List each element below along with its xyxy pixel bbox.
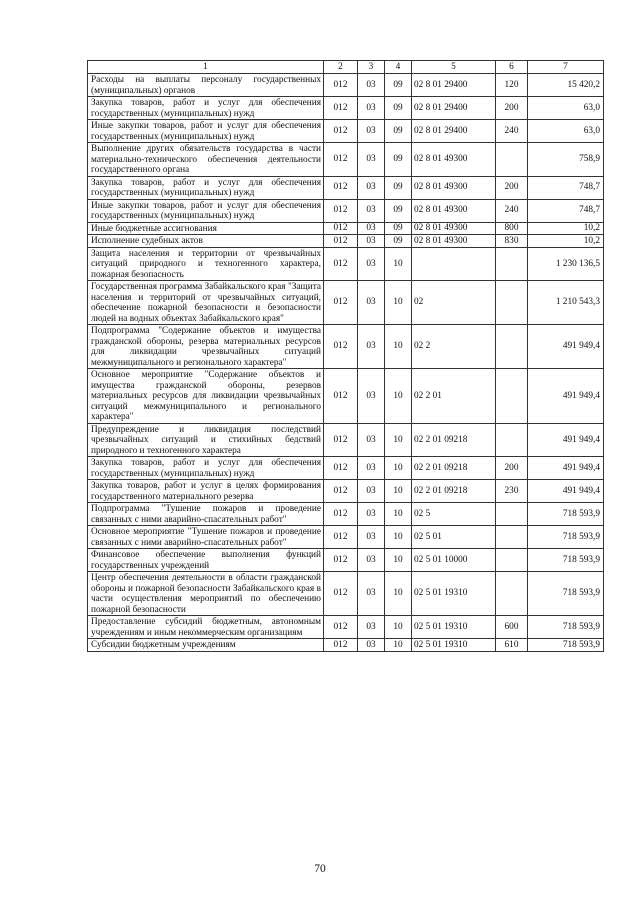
row-name-cell: Предупреждение и ликвидация последствий чрезвычайных ситуаций и стихийных бедствий природного и техногенного характера — [88, 423, 324, 457]
row-name-cell: Иные закупки товаров, работ и услуг для обеспечения государственных (муниципальных) нужд — [88, 120, 324, 143]
table-row — [88, 503, 604, 526]
subsection-cell: 10 — [385, 247, 412, 281]
code-cell: 012 — [324, 480, 358, 503]
code-cell: 012 — [324, 247, 358, 281]
row-name-cell: Основное мероприятие "Содержание объектов и имущества гражданской обороны, резервов материальных ресурсов для ликвидации чрезвычайных ситуаций межмуниципального и регионального характера" — [88, 369, 324, 424]
table-row — [88, 325, 604, 369]
row-name-cell: Центр обеспечения деятельности в области гражданской обороны и пожарной безопасности Забайкальского края в части осуществления мероприятий по обеспечению пожарной безопасности — [88, 572, 324, 616]
table-row — [88, 526, 604, 549]
subsection-cell: 09 — [385, 120, 412, 143]
section-cell: 03 — [358, 247, 385, 281]
code-cell: 012 — [324, 281, 358, 325]
section-cell: 03 — [358, 526, 385, 549]
code-cell: 012 — [324, 235, 358, 248]
amount-cell: 15 420,2 — [528, 74, 604, 97]
expense-type-cell — [496, 549, 528, 572]
code-cell: 012 — [324, 639, 358, 652]
target-article-cell: 02 8 01 29400 — [412, 97, 496, 120]
section-cell: 03 — [358, 503, 385, 526]
table-row — [88, 616, 604, 639]
amount-cell: 718 593,9 — [528, 503, 604, 526]
target-article-cell: 02 5 01 — [412, 526, 496, 549]
expense-type-cell — [496, 423, 528, 457]
row-name-cell: Подпрограмма "Содержание объектов и имущества гражданской обороны, резерва материальных ресурсов для ликвидации чрезвычайных ситуаций межмуниципального и регионального характера" — [88, 325, 324, 369]
section-cell: 03 — [358, 281, 385, 325]
expense-type-cell — [496, 325, 528, 369]
amount-cell: 10,2 — [528, 222, 604, 235]
row-name-cell: Выполнение других обязательств государства в части материально-технического обеспечения деятельности государственного органа — [88, 143, 324, 177]
subsection-cell: 10 — [385, 457, 412, 480]
header-cell: 1 — [88, 61, 324, 74]
target-article-cell: 02 8 01 49300 — [412, 176, 496, 199]
section-cell: 03 — [358, 74, 385, 97]
amount-cell: 63,0 — [528, 120, 604, 143]
subsection-cell: 09 — [385, 74, 412, 97]
row-name-cell: Государственная программа Забайкальского края "Защита населения и территорий от чрезвычайных ситуаций, обеспечение пожарной безопасности и безопасности людей на водных объектах Забайкальского края" — [88, 281, 324, 325]
amount-cell: 718 593,9 — [528, 639, 604, 652]
amount-cell: 491 949,4 — [528, 480, 604, 503]
code-cell: 012 — [324, 503, 358, 526]
code-cell: 012 — [324, 325, 358, 369]
row-name-cell: Субсидии бюджетным учреждениям — [88, 639, 324, 652]
header-cell: 7 — [528, 61, 604, 74]
target-article-cell: 02 8 01 49300 — [412, 199, 496, 222]
subsection-cell: 09 — [385, 199, 412, 222]
target-article-cell: 02 2 01 09218 — [412, 480, 496, 503]
target-article-cell: 02 5 — [412, 503, 496, 526]
section-cell: 03 — [358, 639, 385, 652]
expense-type-cell: 600 — [496, 616, 528, 639]
target-article-cell: 02 5 01 10000 — [412, 549, 496, 572]
row-name-cell: Закупка товаров, работ и услуг для обеспечения государственных (муниципальных) нужд — [88, 176, 324, 199]
target-article-cell: 02 8 01 49300 — [412, 235, 496, 248]
subsection-cell: 10 — [385, 325, 412, 369]
table-row — [88, 572, 604, 616]
table-row — [88, 199, 604, 222]
section-cell: 03 — [358, 235, 385, 248]
expense-type-cell: 120 — [496, 74, 528, 97]
target-article-cell — [412, 247, 496, 281]
expense-type-cell: 240 — [496, 199, 528, 222]
page-number: 70 — [314, 863, 326, 875]
header-cell: 5 — [412, 61, 496, 74]
subsection-cell: 09 — [385, 176, 412, 199]
subsection-cell: 10 — [385, 549, 412, 572]
code-cell: 012 — [324, 143, 358, 177]
section-cell: 03 — [358, 222, 385, 235]
code-cell: 012 — [324, 176, 358, 199]
row-name-cell: Защита населения и территории от чрезвычайных ситуаций природного и техногенного характера, пожарная безопасность — [88, 247, 324, 281]
row-name-cell: Закупка товаров, работ и услуг для обеспечения государственных (муниципальных) нужд — [88, 97, 324, 120]
amount-cell: 491 949,4 — [528, 369, 604, 424]
section-cell: 03 — [358, 143, 385, 177]
expense-type-cell: 830 — [496, 235, 528, 248]
target-article-cell: 02 8 01 29400 — [412, 74, 496, 97]
expense-type-cell: 610 — [496, 639, 528, 652]
section-cell: 03 — [358, 457, 385, 480]
table-row — [88, 176, 604, 199]
row-name-cell: Расходы на выплаты персоналу государственных (муниципальных) органов — [88, 74, 324, 97]
amount-cell: 758,9 — [528, 143, 604, 177]
code-cell: 012 — [324, 457, 358, 480]
header-cell: 4 — [385, 61, 412, 74]
subsection-cell: 10 — [385, 616, 412, 639]
table-row — [88, 222, 604, 235]
subsection-cell: 09 — [385, 235, 412, 248]
expense-type-cell — [496, 369, 528, 424]
header-row — [88, 61, 604, 74]
row-name-cell: Финансовое обеспечение выполнения функций государственных учреждений — [88, 549, 324, 572]
amount-cell: 748,7 — [528, 176, 604, 199]
row-name-cell: Исполнение судебных актов — [88, 235, 324, 248]
target-article-cell: 02 2 01 09218 — [412, 423, 496, 457]
section-cell: 03 — [358, 120, 385, 143]
target-article-cell: 02 8 01 49300 — [412, 143, 496, 177]
expense-type-cell: 800 — [496, 222, 528, 235]
subsection-cell: 10 — [385, 281, 412, 325]
table-row — [88, 369, 604, 424]
code-cell: 012 — [324, 549, 358, 572]
subsection-cell: 10 — [385, 480, 412, 503]
code-cell: 012 — [324, 222, 358, 235]
table-row — [88, 97, 604, 120]
table-row — [88, 281, 604, 325]
section-cell: 03 — [358, 97, 385, 120]
amount-cell: 491 949,4 — [528, 325, 604, 369]
amount-cell: 718 593,9 — [528, 549, 604, 572]
subsection-cell: 10 — [385, 639, 412, 652]
target-article-cell: 02 — [412, 281, 496, 325]
row-name-cell: Иные бюджетные ассигнования — [88, 222, 324, 235]
amount-cell: 718 593,9 — [528, 526, 604, 549]
section-cell: 03 — [358, 423, 385, 457]
budget-table — [87, 60, 604, 652]
target-article-cell: 02 2 — [412, 325, 496, 369]
subsection-cell: 10 — [385, 423, 412, 457]
target-article-cell: 02 5 01 19310 — [412, 572, 496, 616]
expense-type-cell — [496, 503, 528, 526]
amount-cell: 63,0 — [528, 97, 604, 120]
code-cell: 012 — [324, 572, 358, 616]
subsection-cell: 10 — [385, 572, 412, 616]
expense-type-cell — [496, 281, 528, 325]
expense-type-cell: 200 — [496, 457, 528, 480]
row-name-cell: Предоставление субсидий бюджетным, автономным учреждениям и иным некоммерческим организациям — [88, 616, 324, 639]
table-row — [88, 247, 604, 281]
code-cell: 012 — [324, 120, 358, 143]
target-article-cell: 02 5 01 19310 — [412, 616, 496, 639]
table-row — [88, 549, 604, 572]
amount-cell: 10,2 — [528, 235, 604, 248]
header-cell: 2 — [324, 61, 358, 74]
expense-type-cell: 200 — [496, 97, 528, 120]
subsection-cell: 09 — [385, 222, 412, 235]
amount-cell: 491 949,4 — [528, 457, 604, 480]
target-article-cell: 02 8 01 49300 — [412, 222, 496, 235]
expense-type-cell: 230 — [496, 480, 528, 503]
target-article-cell: 02 2 01 09218 — [412, 457, 496, 480]
section-cell: 03 — [358, 325, 385, 369]
header-cell: 6 — [496, 61, 528, 74]
code-cell: 012 — [324, 74, 358, 97]
amount-cell: 491 949,4 — [528, 423, 604, 457]
target-article-cell: 02 2 01 — [412, 369, 496, 424]
section-cell: 03 — [358, 369, 385, 424]
section-cell: 03 — [358, 480, 385, 503]
expense-type-cell — [496, 526, 528, 549]
code-cell: 012 — [324, 526, 358, 549]
subsection-cell: 09 — [385, 97, 412, 120]
subsection-cell: 10 — [385, 526, 412, 549]
subsection-cell: 10 — [385, 369, 412, 424]
table-row — [88, 639, 604, 652]
expense-type-cell — [496, 143, 528, 177]
row-name-cell: Иные закупки товаров, работ и услуг для обеспечения государственных (муниципальных) нужд — [88, 199, 324, 222]
table-row — [88, 235, 604, 248]
section-cell: 03 — [358, 199, 385, 222]
code-cell: 012 — [324, 369, 358, 424]
target-article-cell: 02 8 01 29400 — [412, 120, 496, 143]
row-name-cell: Закупка товаров, работ и услуг в целях формирования государственного материального резерва — [88, 480, 324, 503]
subsection-cell: 09 — [385, 143, 412, 177]
amount-cell: 718 593,9 — [528, 616, 604, 639]
row-name-cell: Подпрограмма "Тушение пожаров и проведение связанных с ними аварийно-спасательных работ" — [88, 503, 324, 526]
code-cell: 012 — [324, 97, 358, 120]
amount-cell: 1 230 136,5 — [528, 247, 604, 281]
header-cell: 3 — [358, 61, 385, 74]
target-article-cell: 02 5 01 19310 — [412, 639, 496, 652]
table-row — [88, 120, 604, 143]
subsection-cell: 10 — [385, 503, 412, 526]
section-cell: 03 — [358, 176, 385, 199]
expense-type-cell — [496, 572, 528, 616]
section-cell: 03 — [358, 616, 385, 639]
amount-cell: 718 593,9 — [528, 572, 604, 616]
expense-type-cell — [496, 247, 528, 281]
table-row — [88, 143, 604, 177]
table-row — [88, 457, 604, 480]
amount-cell: 748,7 — [528, 199, 604, 222]
section-cell: 03 — [358, 549, 385, 572]
table-row — [88, 74, 604, 97]
code-cell: 012 — [324, 423, 358, 457]
table-row — [88, 480, 604, 503]
row-name-cell: Закупка товаров, работ и услуг для обеспечения государственных (муниципальных) нужд — [88, 457, 324, 480]
code-cell: 012 — [324, 616, 358, 639]
section-cell: 03 — [358, 572, 385, 616]
code-cell: 012 — [324, 199, 358, 222]
table-row — [88, 423, 604, 457]
amount-cell: 1 210 543,3 — [528, 281, 604, 325]
expense-type-cell: 200 — [496, 176, 528, 199]
row-name-cell: Основное мероприятие "Тушение пожаров и проведение связанных с ними аварийно-спасательных работ" — [88, 526, 324, 549]
expense-type-cell: 240 — [496, 120, 528, 143]
